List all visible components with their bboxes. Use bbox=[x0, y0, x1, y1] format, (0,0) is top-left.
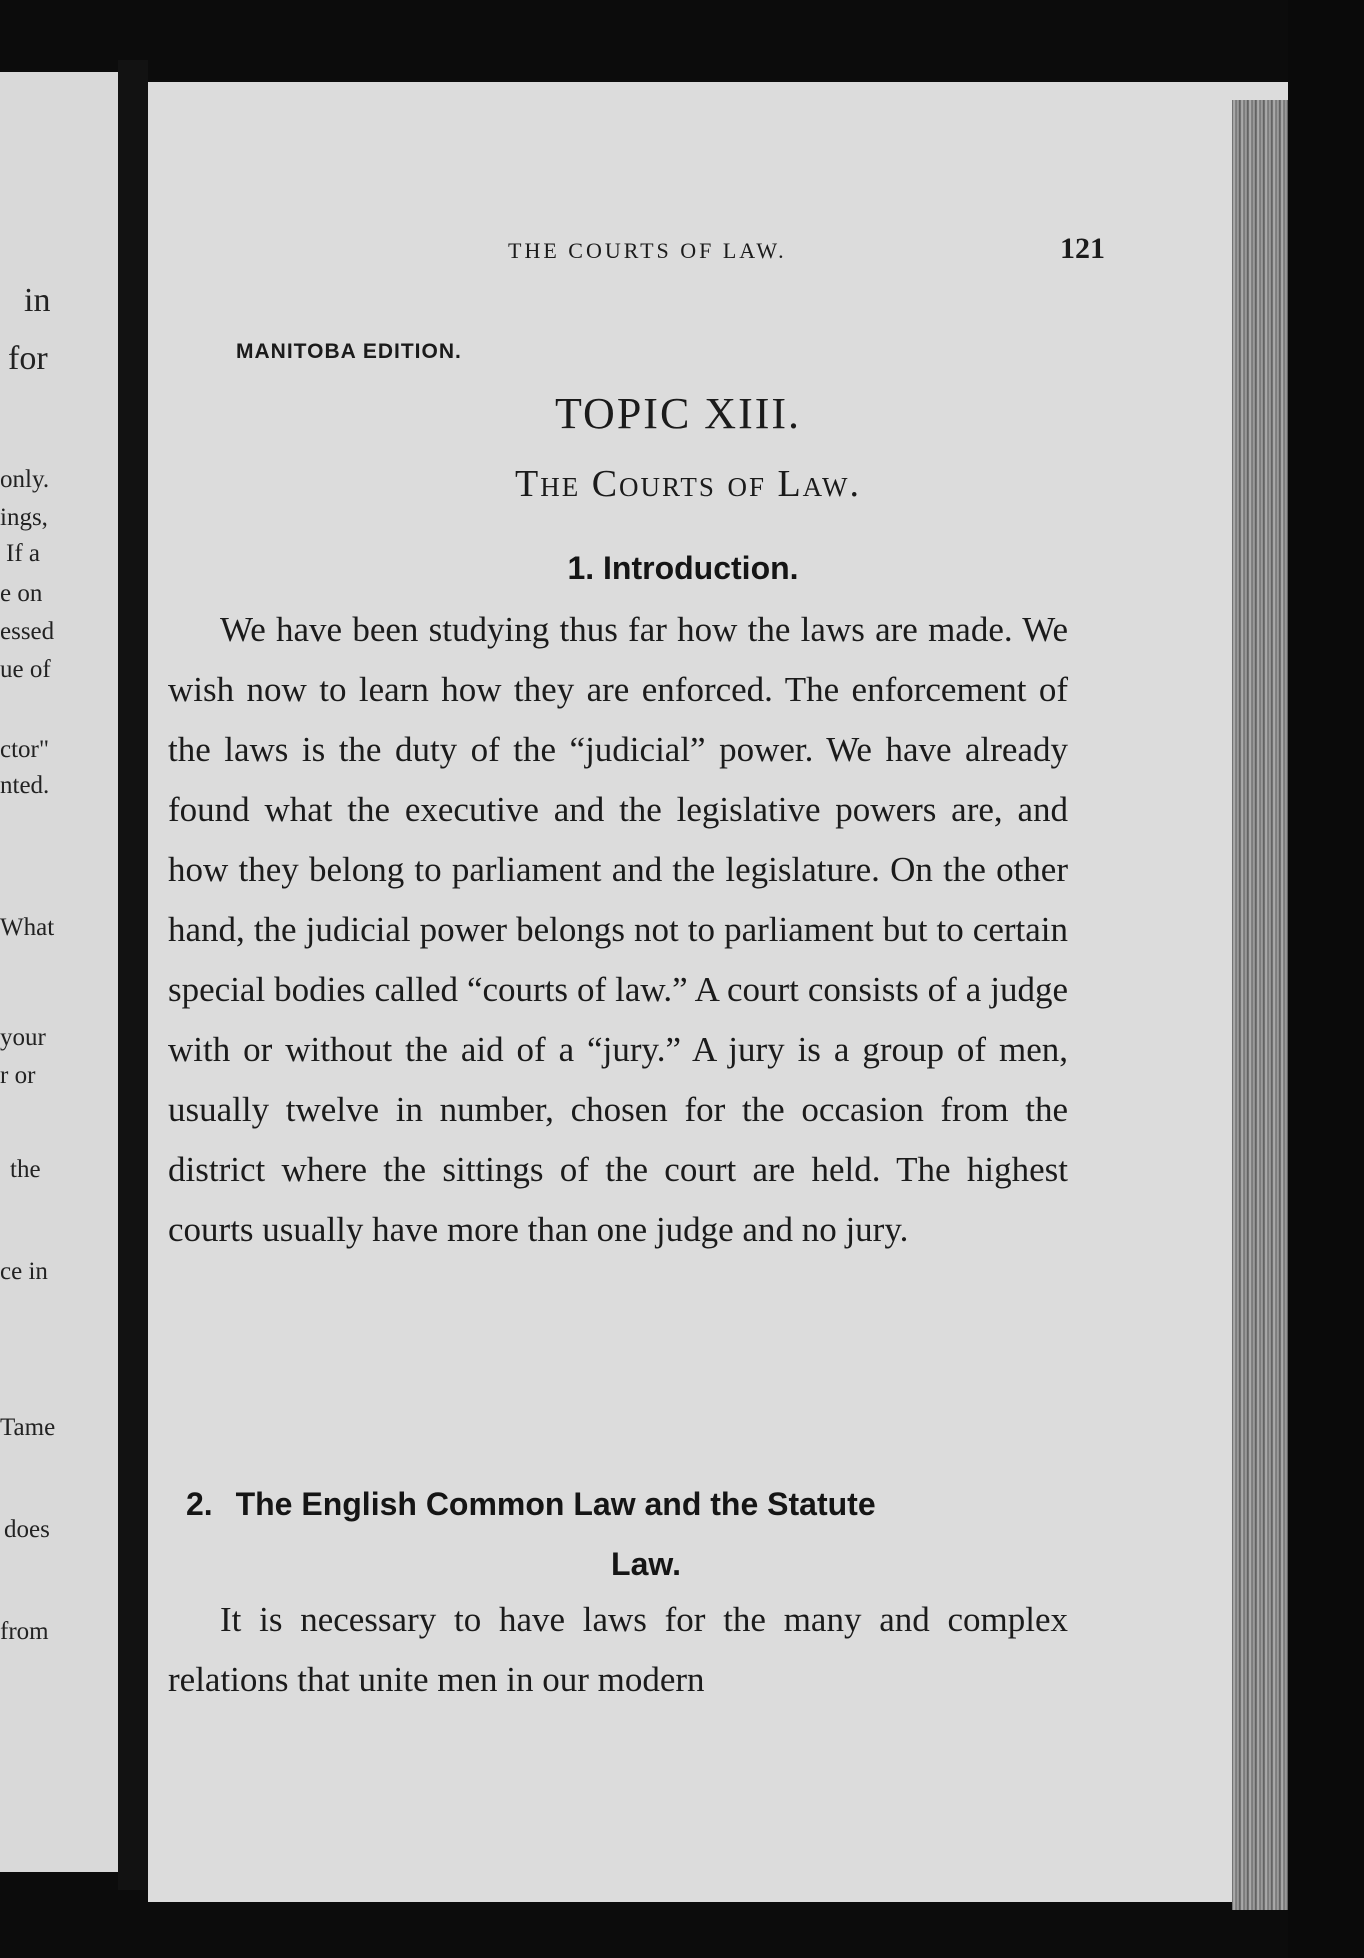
body-paragraph: We have been studying thus far how the laws are made. We wish now to learn how they are enforced. The enforcement of the laws is the duty of the “judicial” power. We have already found what the executive and the legislative powers are, and how they belong to parliament and the legislature. On the other hand, the judicial power belongs not to parliament but to certain special bodies called “courts of law.” A court consists of a judge with or without the aid of a “jury.” A jury is a group of men, usually twelve in number, chosen for the occasion from the district where the sittings of the court are held. The highest courts usually have more than one judge and no jury. bbox=[168, 610, 1068, 1249]
left-fragment: ce in bbox=[0, 1258, 48, 1285]
body-paragraph: It is necessary to have laws for the many and complex relations that unite men in our modern bbox=[168, 1600, 1068, 1699]
left-fragment: Tame bbox=[0, 1414, 56, 1441]
running-head-title: THE COURTS OF LAW. bbox=[508, 238, 787, 263]
left-fragment: If a bbox=[6, 540, 40, 567]
page-block-edge bbox=[1232, 100, 1288, 1910]
book-page bbox=[148, 82, 1288, 1902]
left-fragment: ue of bbox=[0, 656, 51, 683]
left-fragment: from bbox=[0, 1618, 49, 1645]
left-fragment: What bbox=[0, 914, 55, 941]
section-title: The English Common Law and the Statute bbox=[235, 1486, 876, 1522]
previous-page-edge bbox=[0, 72, 118, 1872]
left-fragment: in bbox=[24, 282, 51, 319]
left-fragment: e on bbox=[0, 580, 43, 607]
chapter-title: The Courts of Law. bbox=[515, 463, 861, 505]
left-fragment: only. bbox=[0, 466, 50, 493]
section-number: 2. bbox=[186, 1486, 213, 1522]
book-gutter bbox=[118, 60, 148, 1890]
left-fragment: the bbox=[10, 1156, 41, 1183]
left-fragment: does bbox=[4, 1516, 50, 1543]
left-fragment: r or bbox=[0, 1062, 36, 1089]
left-fragment: essed bbox=[0, 618, 55, 645]
section-heading bbox=[148, 550, 1218, 587]
section-title: Introduction. bbox=[603, 550, 799, 586]
left-fragment: nted. bbox=[0, 772, 50, 799]
left-fragment: ings, bbox=[0, 504, 48, 531]
topic-heading: TOPIC XIII. bbox=[554, 389, 802, 438]
left-fragment: your bbox=[0, 1024, 46, 1051]
left-fragment: for bbox=[8, 340, 48, 377]
section-title-continued: Law. bbox=[611, 1546, 681, 1582]
left-fragment: ctor" bbox=[0, 736, 50, 763]
scan-background bbox=[1288, 0, 1364, 1958]
page-number: 121 bbox=[1060, 232, 1105, 265]
edition-label: MANITOBA EDITION. bbox=[236, 340, 462, 363]
section-heading bbox=[186, 1474, 1066, 1594]
section-number: 1. bbox=[567, 550, 595, 586]
